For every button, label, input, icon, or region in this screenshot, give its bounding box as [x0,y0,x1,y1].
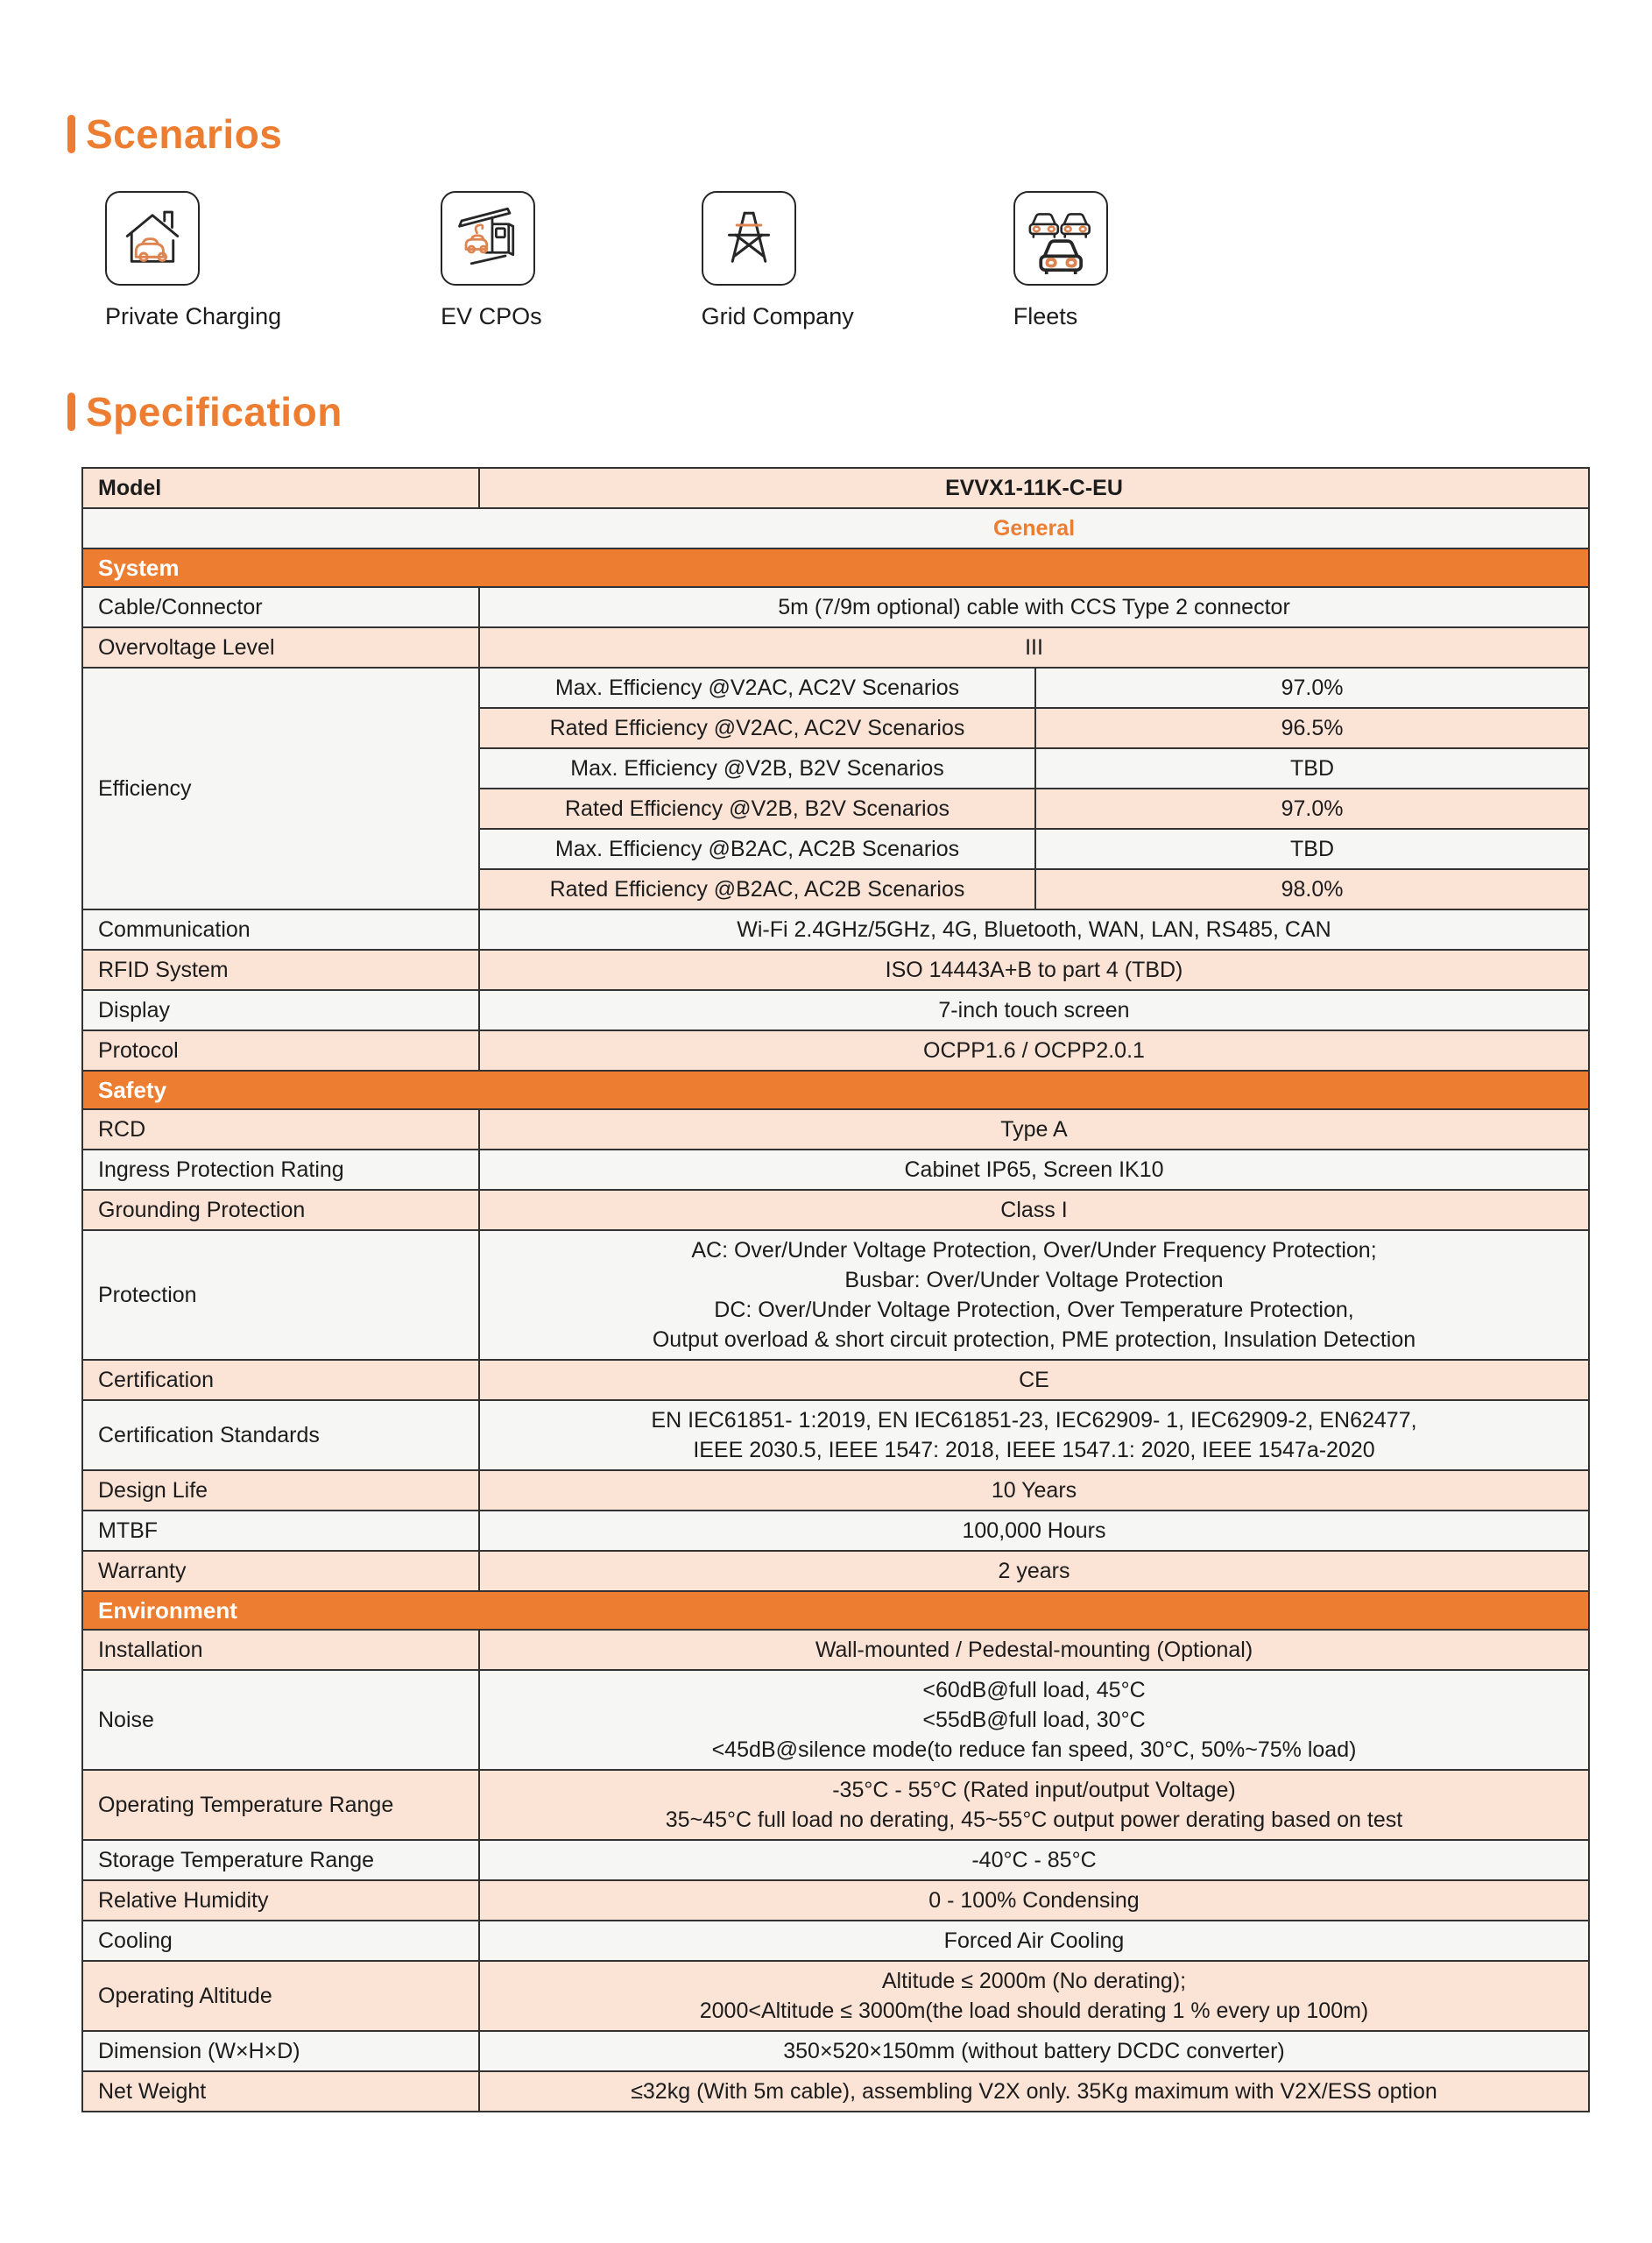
general-row [83,509,1588,549]
value-line: <55dB@full load, 30°C [922,1708,1146,1732]
spec-subvalue: TBD [1290,836,1334,861]
scenarios-title [67,110,1590,158]
spec-label: Protocol [83,1031,480,1070]
spec-sublabel: Rated Efficiency @V2AC, AC2V Scenarios [480,709,1036,747]
spec-value [480,2032,1588,2070]
value-line: IEEE 2030.5, IEEE 1547: 2018, IEEE 1547.1: 2020, IEEE 1547a-2020 [693,1438,1375,1462]
spec-label: Display [83,991,480,1030]
charging-station-icon [441,191,535,286]
spec-label: Protection [83,1231,480,1359]
value-line: -40°C - 85°C [971,1848,1097,1872]
fleet-cars-icon [1013,191,1108,286]
table-row-operating-temperature-range [83,1771,1588,1841]
value-line: OCPP1.6 / OCPP2.0.1 [923,1038,1145,1063]
value-line: 2 years [998,1559,1070,1583]
spec-value [480,1881,1588,1920]
table-row-protection [83,1231,1588,1361]
section-header-label: Environment [98,1596,237,1624]
title-accent-bar [67,115,75,153]
spec-label: Cable/Connector [83,588,480,626]
table-row [480,789,1588,830]
table-row-installation [83,1631,1588,1671]
value-line: EN IEC61851- 1:2019, EN IEC61851-23, IEC62909- 1, IEC62909-2, EN62477, [651,1408,1417,1433]
value-line: 0 - 100% Condensing [928,1888,1140,1913]
spec-value [480,1962,1588,2030]
spec-label: Certification [83,1361,480,1399]
spec-label: Operating Altitude [83,1962,480,2030]
house-car-icon [105,191,200,286]
table-row-dimension-w-h-d [83,2032,1588,2072]
section-header-label: Safety [98,1076,167,1103]
spec-value [480,1191,1588,1229]
table-row [480,870,1588,909]
spec-label: Cooling [83,1921,480,1960]
value-line: -35°C - 55°C (Rated input/output Voltage) [832,1778,1236,1802]
scenario-item-fleets [1013,191,1108,330]
spec-group-subrows [480,669,1588,909]
value-line: 100,000 Hours [962,1518,1106,1543]
spec-value [480,1031,1588,1070]
table-row-design-life [83,1471,1588,1511]
table-row [480,749,1588,789]
scenario-label: Private Charging [105,303,282,329]
table-row-warranty [83,1552,1588,1592]
value-line: Class I [1000,1198,1068,1222]
table-row-storage-temperature-range [83,1841,1588,1881]
table-row-operating-altitude [83,1962,1588,2032]
value-line: 10 Years [991,1478,1077,1503]
value-line: 35~45°C full load no derating, 45~55°C output power derating based on test [665,1808,1403,1832]
value-line: Wall-mounted / Pedestal-mounting (Optional) [815,1638,1253,1662]
model-label: Model [83,469,480,507]
spec-label: RFID System [83,951,480,989]
table-row-certification [83,1361,1588,1401]
spec-value [480,1552,1588,1590]
value-line: Altitude ≤ 2000m (No derating); [881,1969,1187,1993]
value-line: 5m (7/9m optional) cable with CCS Type 2 connector [778,595,1290,619]
specification-title-text: Specification [86,389,342,435]
spec-value [480,1671,1588,1769]
spec-sublabel: Max. Efficiency @B2AC, AC2B Scenarios [480,830,1036,868]
spec-value [480,991,1588,1030]
table-row-overvoltage-level [83,628,1588,669]
spec-value [480,1231,1588,1359]
spec-label: Storage Temperature Range [83,1841,480,1879]
spec-value [480,1511,1588,1550]
table-row-protocol [83,1031,1588,1072]
spec-label: Operating Temperature Range [83,1771,480,1839]
table-row [480,709,1588,749]
spec-subvalue: TBD [1290,755,1334,781]
value-line: 7-inch touch screen [938,998,1130,1022]
spec-label: Design Life [83,1471,480,1510]
table-row-rfid-system [83,951,1588,991]
spec-value [480,1841,1588,1879]
spec-subvalue: 96.5% [1281,715,1344,740]
spec-value [480,588,1588,626]
spec-value [480,1631,1588,1669]
scenario-label: Grid Company [701,303,854,329]
spec-subvalue: 98.0% [1281,876,1344,902]
title-accent-bar [67,393,75,431]
specification-title [67,388,1590,435]
table-row-net-weight [83,2072,1588,2111]
scenario-item-ev-cpos [441,191,542,330]
spec-value [480,1401,1588,1469]
table-row-communication [83,910,1588,951]
general-label: General [992,516,1076,541]
value-line: Cabinet IP65, Screen IK10 [904,1157,1164,1182]
spec-label: Grounding Protection [83,1191,480,1229]
model-row [83,469,1588,509]
value-line: ISO 14443A+B to part 4 (TBD) [885,958,1183,982]
spec-label: Installation [83,1631,480,1669]
spec-label: Efficiency [83,669,480,909]
spec-value [480,1150,1588,1189]
value-line: <45dB@silence mode(to reduce fan speed, 30°C, 50%~75% load) [711,1737,1357,1762]
general-spacer [83,509,480,548]
spec-value [480,2072,1588,2111]
table-row-cooling [83,1921,1588,1962]
table-row-mtbf [83,1511,1588,1552]
spec-label: Communication [83,910,480,949]
table-row [480,669,1588,709]
spec-sublabel: Rated Efficiency @V2B, B2V Scenarios [480,789,1036,828]
value-line: AC: Over/Under Voltage Protection, Over/Under Frequency Protection; [691,1238,1377,1263]
value-line: Type A [1000,1117,1068,1142]
value-line: Wi-Fi 2.4GHz/5GHz, 4G, Bluetooth, WAN, LAN, RS485, CAN [737,917,1331,942]
spec-label: Overvoltage Level [83,628,480,667]
spec-label: Net Weight [83,2072,480,2111]
spec-label: MTBF [83,1511,480,1550]
scenarios-row [105,191,1590,330]
scenario-item-grid-company [702,191,854,330]
scenario-label: Fleets [1013,303,1078,329]
section-header-label: System [98,554,180,581]
value-line: 350×520×150mm (without battery DCDC converter) [783,2039,1285,2063]
section-header-environment [83,1592,1588,1631]
spec-value [480,1361,1588,1399]
table-row-noise [83,1671,1588,1771]
spec-value [480,910,1588,949]
value-line: Busbar: Over/Under Voltage Protection [844,1268,1224,1292]
transmission-tower-icon [702,191,796,286]
scenario-item-private-charging [105,191,281,330]
spec-subvalue: 97.0% [1281,675,1344,700]
scenario-label: EV CPOs [441,303,542,329]
spec-group-efficiency [83,669,1588,910]
table-row-cable-connector [83,588,1588,628]
spec-sublabel: Max. Efficiency @V2AC, AC2V Scenarios [480,669,1036,707]
value-line: ≤32kg (With 5m cable), assembling V2X only. 35Kg maximum with V2X/ESS option [631,2079,1437,2104]
spec-value [480,628,1588,667]
value-line: 2000<Altitude ≤ 3000m(the load should derating 1 % every up 100m) [699,1999,1369,2023]
spec-label: Certification Standards [83,1401,480,1469]
section-header-system [83,549,1588,588]
table-row-grounding-protection [83,1191,1588,1231]
spec-sublabel: Max. Efficiency @V2B, B2V Scenarios [480,749,1036,788]
value-line: <60dB@full load, 45°C [922,1678,1146,1702]
spec-label: RCD [83,1110,480,1149]
spec-label: Relative Humidity [83,1881,480,1920]
value-line: DC: Over/Under Voltage Protection, Over Temperature Protection, [714,1298,1354,1322]
model-value: EVVX1-11K-C-EU [945,476,1123,500]
spec-value [480,1771,1588,1839]
spec-label: Ingress Protection Rating [83,1150,480,1189]
table-row [480,830,1588,870]
table-row-ingress-protection-rating [83,1150,1588,1191]
value-line: III [1025,635,1043,660]
scenarios-title-text: Scenarios [86,111,283,157]
table-row-certification-standards [83,1401,1588,1471]
spec-sublabel: Rated Efficiency @B2AC, AC2B Scenarios [480,870,1036,909]
section-header-safety [83,1072,1588,1110]
table-row-relative-humidity [83,1881,1588,1921]
specification-table [81,467,1590,2112]
table-row-rcd [83,1110,1588,1150]
spec-value [480,1921,1588,1960]
value-line: Output overload & short circuit protection, PME protection, Insulation Detection [652,1327,1416,1352]
spec-subvalue: 97.0% [1281,796,1344,821]
spec-label: Noise [83,1671,480,1769]
table-row-display [83,991,1588,1031]
value-line: Forced Air Cooling [943,1928,1125,1953]
spec-label: Dimension (W×H×D) [83,2032,480,2070]
spec-value [480,1471,1588,1510]
spec-value [480,1110,1588,1149]
value-line: CE [1019,1368,1049,1392]
spec-value [480,951,1588,989]
spec-label: Warranty [83,1552,480,1590]
